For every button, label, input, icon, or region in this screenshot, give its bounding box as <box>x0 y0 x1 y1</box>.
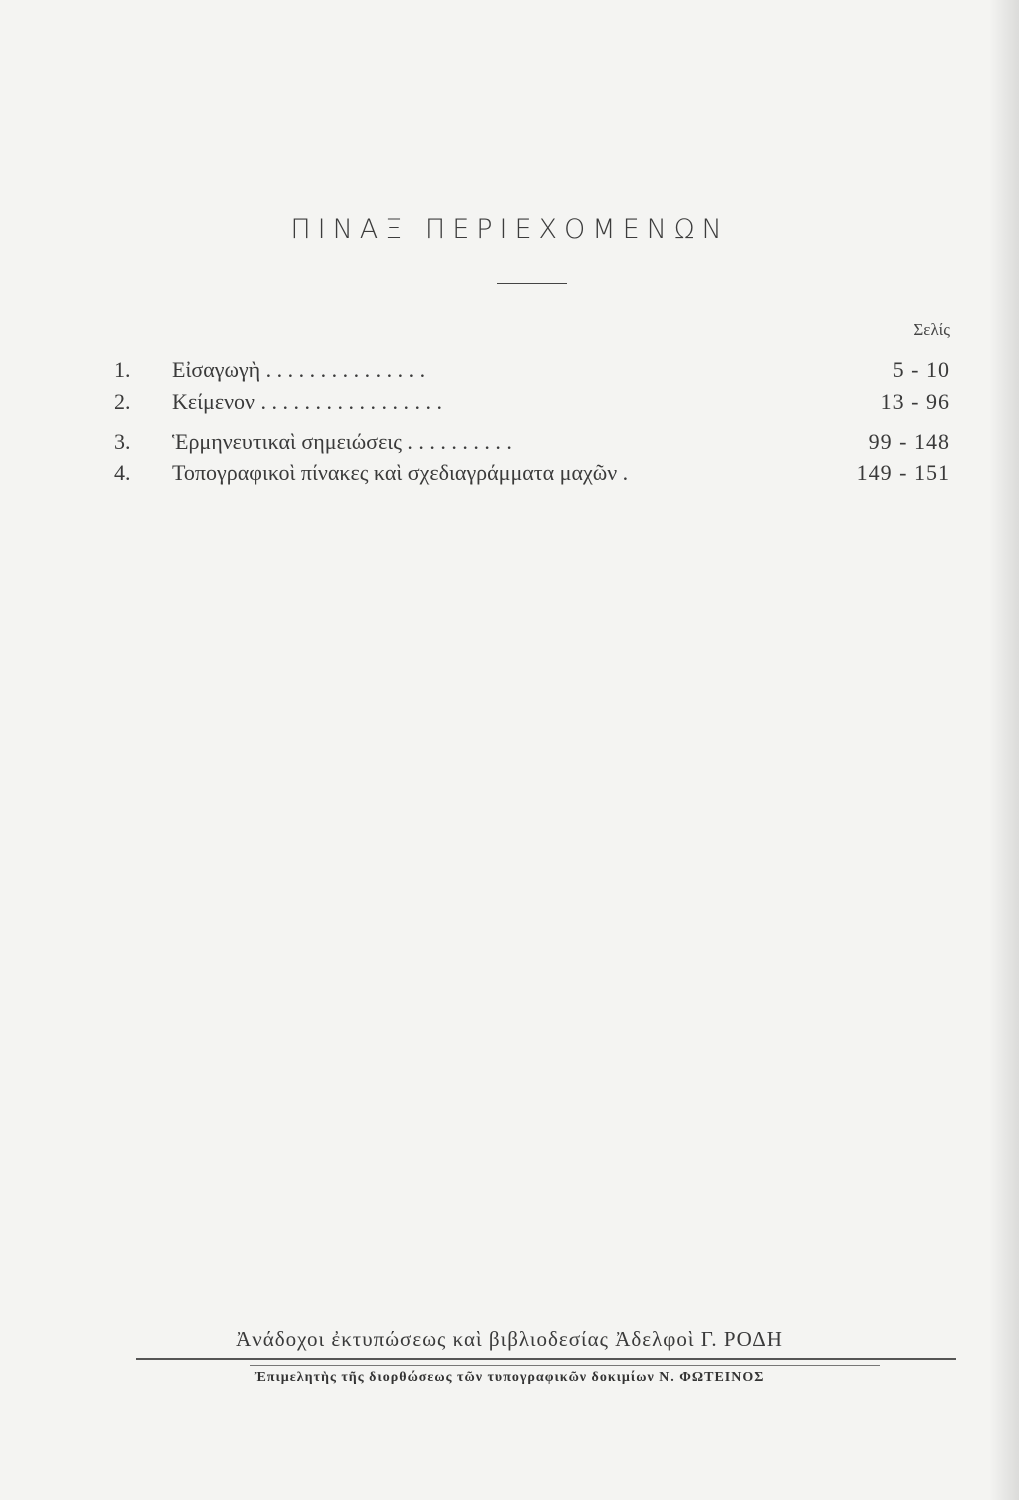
toc-entry <box>114 458 950 488</box>
toc-entry-number: 3. <box>114 429 131 454</box>
toc-entry-pages: 5 - 10 <box>892 357 950 382</box>
toc-entry-pages: 13 - 96 <box>880 389 950 414</box>
footer-divider-thin <box>250 1365 880 1366</box>
editor-credit: Ἐπιμελητὴς τῆς διορθώσεως τῶν τυπογραφικῶν δοκιμίων Ν. ΦΩΤΕΙΝΟΣ <box>254 1370 765 1385</box>
toc-entry-label: Τοπογραφικοὶ πίνακες καὶ σχεδιαγράμματα μαχῶν . <box>172 460 629 485</box>
toc-entry-label: Κείμενον . . . . . . . . . . . . . . . . . <box>172 389 442 414</box>
toc-entry-label: Εἰσαγωγὴ . . . . . . . . . . . . . . . <box>172 357 426 382</box>
toc-entry-pages: 99 - 148 <box>868 429 950 454</box>
toc-entry <box>114 427 950 457</box>
toc-entry-number: 1. <box>114 357 131 382</box>
printer-credit: Ἀνάδοχοι ἐκτυπώσεως καὶ βιβλιοδεσίας Ἀδελφοὶ Γ. ΡΟΔΗ <box>236 1327 783 1351</box>
toc-entry-label: Ἑρμηνευτικαὶ σημειώσεις . . . . . . . . . . <box>172 429 512 454</box>
page-title: ΠΙΝΑΞ ΠΕΡΙΕΧΟΜΕΝΩΝ <box>290 214 729 245</box>
toc-entry-pages: 149 - 151 <box>856 460 950 485</box>
toc-entry-number: 2. <box>114 389 131 414</box>
title-divider <box>497 283 567 284</box>
toc-entry <box>114 387 950 417</box>
footer-divider <box>136 1358 956 1360</box>
pages-column-header: Σελίς <box>913 320 950 339</box>
toc-entry <box>114 355 950 385</box>
toc-entry-number: 4. <box>114 460 131 485</box>
